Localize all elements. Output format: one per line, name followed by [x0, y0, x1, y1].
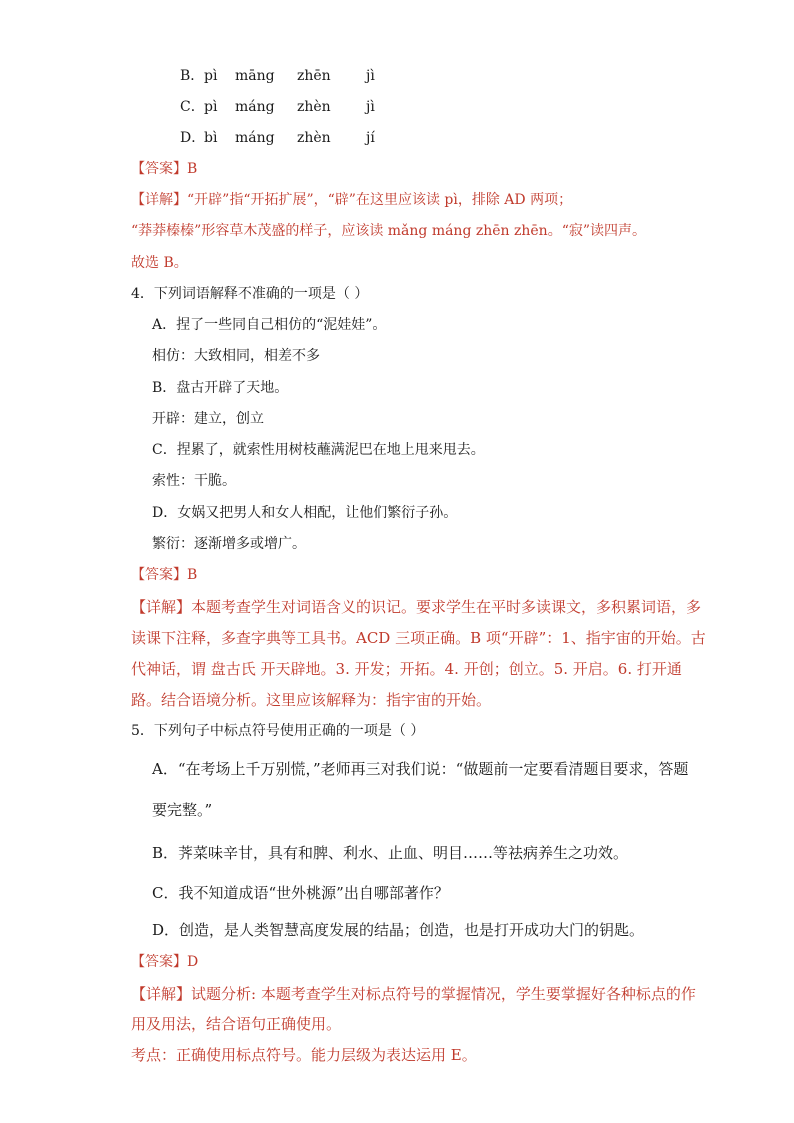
pinyin-1: pì: [204, 68, 218, 84]
q5-answer: [131, 952, 198, 972]
q5-detail-line-1: [131, 983, 696, 1005]
answer-value: B: [187, 161, 198, 177]
q4-detail-line-1: [131, 596, 701, 618]
answer-label: 【答案】: [131, 954, 187, 970]
pinyin-3: zhèn: [297, 99, 331, 115]
q5-stem: 5．下列句子中标点符号使用正确的一项是（ ）: [131, 723, 425, 739]
q4-option-a-gloss: 相仿：大致相同，相差不多: [152, 348, 320, 364]
pinyin-1: pì: [204, 99, 218, 115]
q4-option-d: D．女娲又把男人和女人相配，让他们繁衍子孙。: [152, 505, 458, 521]
pinyin-2: máng: [235, 130, 275, 146]
answer-value: B: [187, 567, 198, 583]
answer-label: 【答案】: [131, 567, 187, 583]
pinyin-4: jì: [366, 68, 375, 84]
q4-option-b-gloss: 开辟：建立，创立: [152, 411, 264, 427]
q5-option-b: B．荠菜味辛甘，具有和脾、利水、止血、明目……等祛病养生之功效。: [152, 844, 629, 862]
q4-option-c-gloss: 索性：干脆。: [152, 473, 236, 489]
q3-answer: [131, 159, 197, 179]
pinyin-1: bì: [204, 130, 218, 146]
pinyin-4: jí: [366, 130, 375, 146]
q5-option-d: D．创造，是人类智慧高度发展的结晶；创造，也是打开成功大门的钥匙。: [152, 921, 645, 939]
option-letter: C．: [180, 99, 205, 115]
q4-option-b: B．盘古开辟了天地。: [152, 380, 289, 396]
detail-text: 试题分析: 本题考查学生对标点符号的掌握情况，学生要掌握好各种标点的作: [191, 985, 696, 1003]
q4-option-d-gloss: 繁衍：逐渐增多或增广。: [152, 536, 306, 552]
detail-label: 【详解】: [131, 598, 192, 616]
q4-option-c: C．捏累了，就索性用树枝蘸满泥巴在地上甩来甩去。: [152, 442, 485, 458]
q4-answer: [131, 565, 197, 585]
option-letter: D．: [180, 130, 206, 146]
q5-detail-line-2: 用及用法，结合语句正确使用。: [131, 1015, 342, 1033]
pinyin-3: zhèn: [297, 130, 331, 146]
q5-option-a-line-1: A．“在考场上千万别慌，”老师再三对我们说：“做题前一定要看清题目要求，答题: [152, 760, 689, 778]
pinyin-3: zhēn: [297, 68, 331, 84]
answer-value: D: [187, 954, 199, 970]
q4-detail-line-2: 读课下注释，多查字典等工具书。ACD 三项正确。B 项“开辟”：1、指宇宙的开始。古: [131, 629, 706, 647]
q5-option-a-line-2: 要完整。”: [152, 801, 213, 819]
pinyin-2: máng: [235, 99, 275, 115]
q4-option-a: A．捏了一些同自己相仿的“泥娃娃”。: [152, 317, 387, 333]
q3-detail-line-3: 故选 B。: [131, 255, 188, 271]
detail-text: “开辟”指“开拓扩展”，“辟”在这里应该读 pì，排除 AD 两项；: [187, 192, 573, 208]
q4-stem: 4．下列词语解释不准确的一项是（ ）: [131, 286, 369, 302]
q3-detail-line-1: [131, 190, 572, 210]
detail-text: 本题考查学生对词语含义的识记。要求学生在平时多读课文，多积累词语，多: [191, 598, 702, 616]
pinyin-4: jì: [366, 99, 375, 115]
q4-detail-line-3: 代神话，谓 盘古氏 开天辟地。3. 开发；开拓。4. 开创；创立。5. 开启。6. 打开通: [131, 660, 682, 678]
option-letter: B．: [180, 68, 205, 84]
answer-label: 【答案】: [131, 161, 187, 177]
q5-kaodian: 考点：正确使用标点符号。能力层级为表达运用 E。: [131, 1046, 477, 1064]
q5-option-c: C．我不知道成语“世外桃源”出自哪部著作？: [152, 884, 449, 902]
pinyin-2: māng: [235, 68, 275, 84]
detail-label: 【详解】: [131, 985, 192, 1003]
detail-label: 【详解】: [131, 192, 187, 208]
q4-detail-line-4: 路。结合语境分析。这里应该解释为：指宇宙的开始。: [131, 691, 492, 709]
q3-detail-line-2: “莽莽榛榛”形容草木茂盛的样子，应该读 mǎng máng zhēn zhēn。“寂”读四声。: [131, 223, 647, 239]
